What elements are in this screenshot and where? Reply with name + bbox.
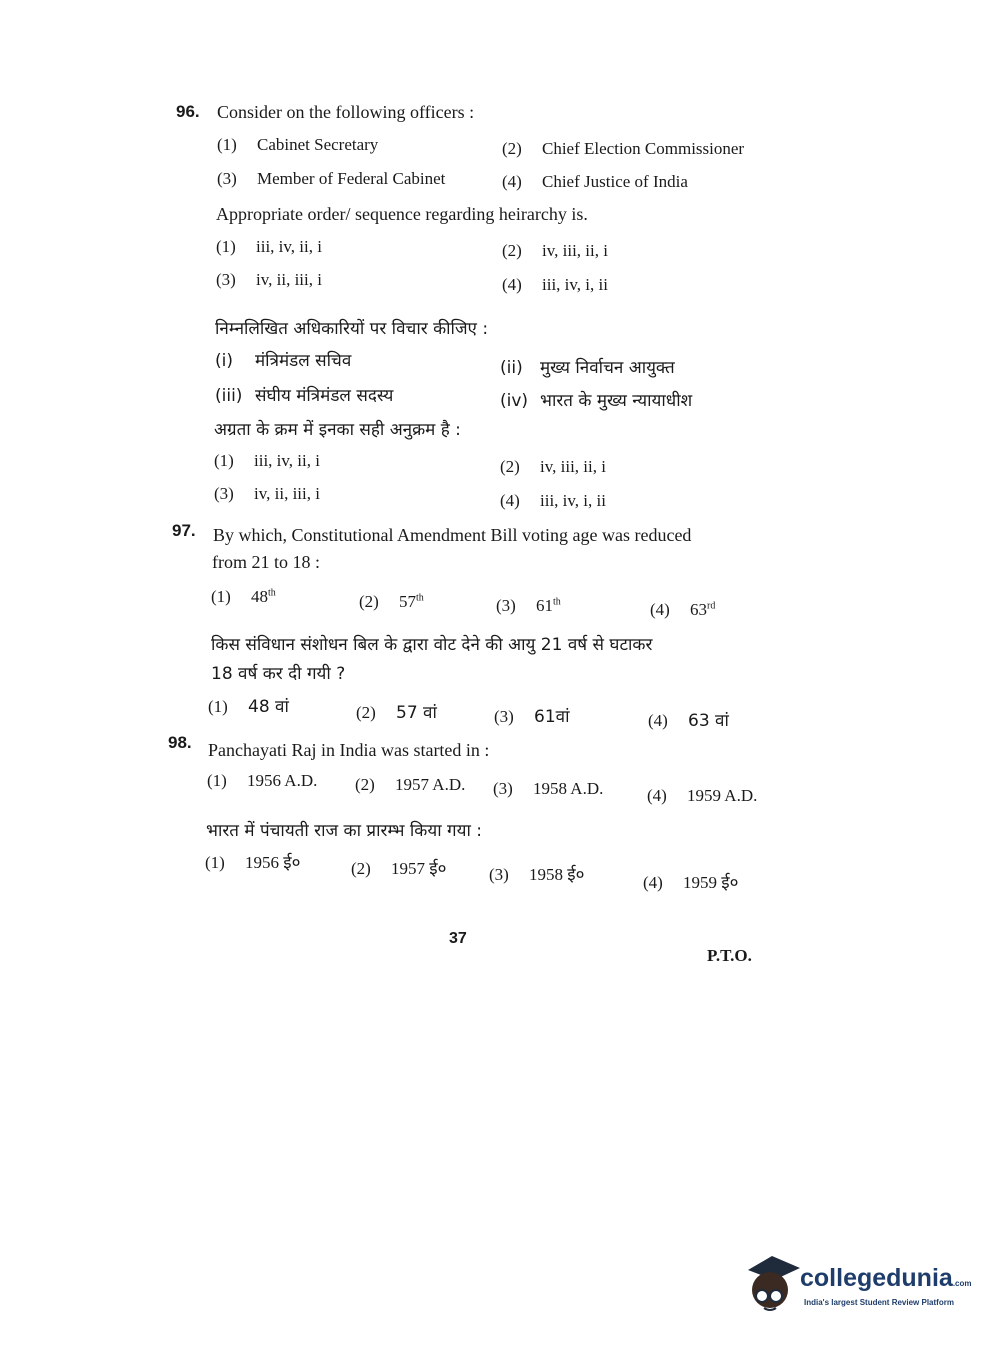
collegedunia-logo: [742, 1252, 972, 1314]
q96-item-4: (4) Chief Justice of India: [502, 172, 688, 191]
q98-option-2: (2) 1957 A.D.: [355, 775, 466, 794]
q98-hindi-stem: भारत में पंचायती राज का प्रारम्भ किया गया :: [206, 821, 482, 841]
q96-hindi-stem: निम्नलिखित अधिकारियों पर विचार कीजिए :: [215, 319, 489, 339]
q96-hindi-question: अग्रता के क्रम में इनका सही अनुक्रम है :: [214, 420, 461, 440]
q96-option-4: (4) iii, iv, i, ii: [502, 275, 608, 294]
q96-hindi-option-4: (4) iii, iv, i, ii: [500, 491, 606, 510]
q96-question: Appropriate order/ sequence regarding heirarchy is.: [216, 204, 588, 224]
question-97-stem-line-2: from 21 to 18 :: [212, 552, 320, 572]
q97-hindi-stem-line-1: किस संविधान संशोधन बिल के द्वारा वोट देने की आयु 21 वर्ष से घटाकर: [211, 635, 653, 655]
question-98-stem: Panchayati Raj in India was started in :: [208, 740, 490, 760]
pto-label: P.T.O.: [707, 946, 752, 965]
question-96-number: 96.: [176, 102, 200, 121]
mascot-icon: [742, 1252, 802, 1314]
q96-item-3: (3) Member of Federal Cabinet: [217, 169, 446, 188]
q96-option-3: (3) iv, ii, iii, i: [216, 270, 322, 289]
q97-hindi-option-4: (4) 63 वां: [648, 711, 729, 731]
q97-hindi-option-1: (1) 48 वां: [208, 697, 289, 717]
q98-option-1: (1) 1956 A.D.: [207, 771, 318, 790]
q96-hindi-option-3: (3) iv, ii, iii, i: [214, 484, 320, 503]
q97-hindi-option-3: (3) 61वां: [494, 707, 570, 727]
q97-hindi-option-2: (2) 57 वां: [356, 703, 437, 723]
q96-hindi-option-1: (1) iii, iv, ii, i: [214, 451, 320, 470]
q98-hindi-option-1: (1) 1956 ई०: [205, 853, 301, 872]
q98-option-3: (3) 1958 A.D.: [493, 779, 604, 798]
q96-option-2: (2) iv, iii, ii, i: [502, 241, 608, 260]
q98-option-4: (4) 1959 A.D.: [647, 786, 758, 805]
q97-option-1: (1) 48th: [211, 587, 276, 606]
question-96-stem: Consider on the following officers :: [217, 102, 475, 122]
q96-item-2: (2) Chief Election Commissioner: [502, 139, 745, 158]
logo-tagline: India's largest Student Review Platform: [804, 1298, 954, 1307]
q96-hindi-item-1: (i) मंत्रिमंडल सचिव: [215, 351, 352, 371]
page-number: 37: [449, 930, 467, 947]
q97-option-3: (3) 61th: [496, 596, 561, 615]
question-97-number: 97.: [172, 521, 196, 540]
q96-hindi-item-2: (ii) मुख्य निर्वाचन आयुक्त: [500, 358, 675, 378]
q96-option-1: (1) iii, iv, ii, i: [216, 237, 322, 256]
question-97-stem-line-1: By which, Constitutional Amendment Bill voting age was reduced: [213, 525, 692, 545]
question-98-number: 98.: [168, 733, 192, 752]
q97-option-2: (2) 57th: [359, 592, 424, 611]
q98-hindi-option-3: (3) 1958 ई०: [489, 865, 585, 884]
q96-item-1: (1) Cabinet Secretary: [217, 135, 379, 154]
q97-option-4: (4) 63rd: [650, 600, 716, 619]
q98-hindi-option-2: (2) 1957 ई०: [351, 859, 447, 878]
q96-hindi-item-3: (iii) संघीय मंत्रिमंडल सदस्य: [215, 386, 394, 406]
logo-wordmark: collegedunia.com: [800, 1264, 972, 1292]
q97-hindi-stem-line-2: 18 वर्ष कर दी गयी ?: [211, 664, 346, 684]
q96-hindi-option-2: (2) iv, iii, ii, i: [500, 457, 606, 476]
q98-hindi-option-4: (4) 1959 ई०: [643, 873, 739, 892]
q96-hindi-item-4: (iv) भारत के मुख्य न्यायाधीश: [500, 391, 693, 411]
